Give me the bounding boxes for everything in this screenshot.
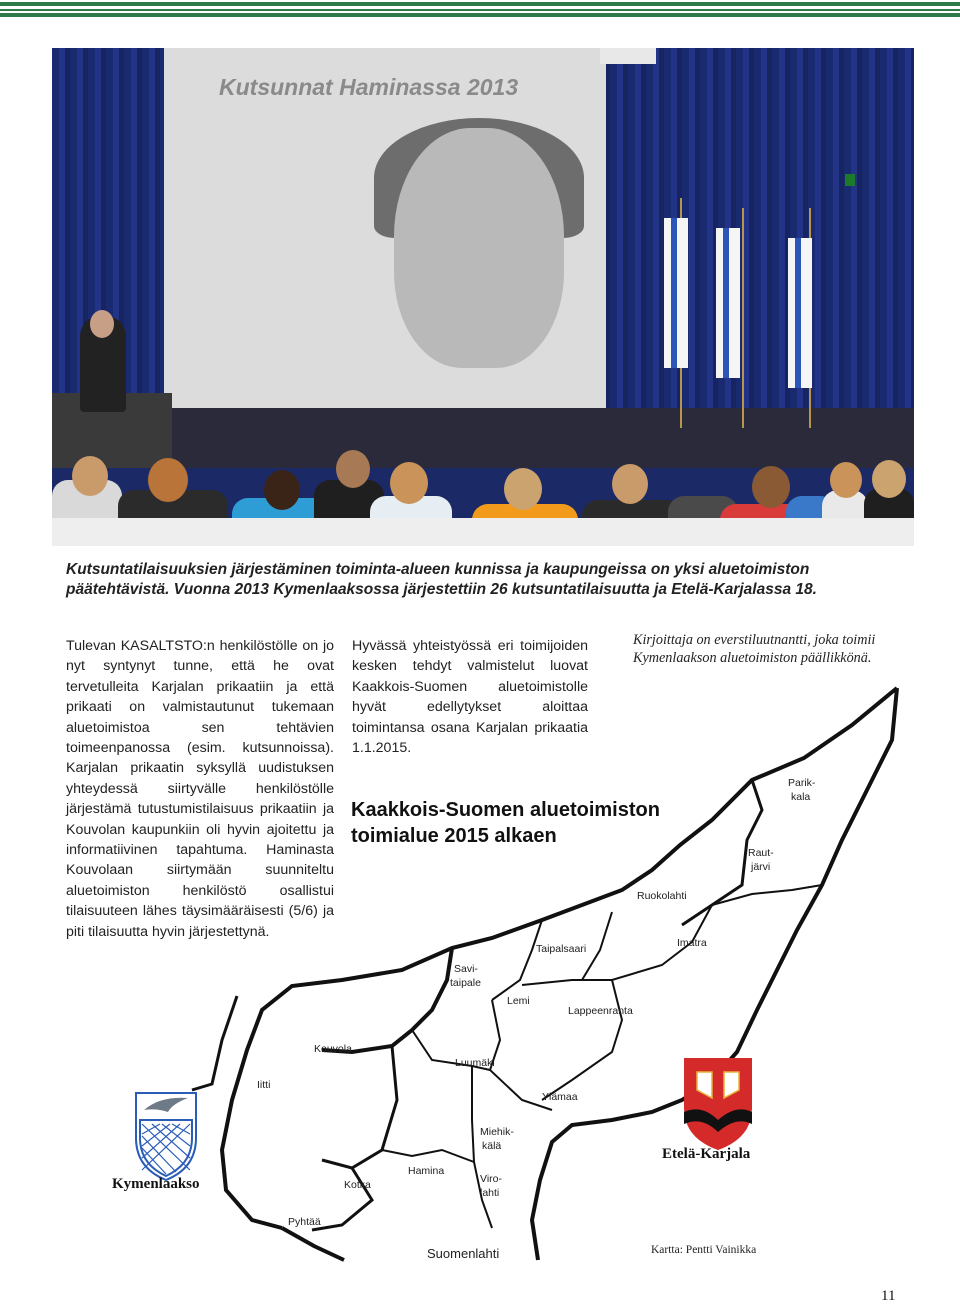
projector (600, 48, 656, 64)
author-note: Kirjoittaja on everstiluutnantti, joka toimii Kymenlaakson aluetoimiston päällikkönä. (633, 632, 876, 666)
finnish-flag-icon (664, 218, 688, 368)
event-photo (52, 48, 914, 546)
map-label-taipalsaari: Taipalsaari (536, 943, 587, 955)
map-label-rautjarvi-2: järvi (751, 861, 771, 873)
map-label-luumaki: Luumäki (455, 1057, 495, 1069)
map-label-savitaipale-1: Savi- (454, 963, 478, 975)
map-label-kouvola: Kouvola (314, 1043, 352, 1055)
header-rule (0, 0, 960, 20)
map-label-lappeenranta: Lappeenranta (568, 1005, 633, 1017)
article-column-1: Tulevan KASALTSTO:n henkilöstölle on jo nyt syntynyt tunne, että he ovat tervetulleita Karjalan prikaatiin ja että prikaati on valmistautunut tukemaan aluetoimistoa sen tehtävien toimeenpanossa (esim. kutsunnoissa). Karjalan prikaatin syksyllä uudistuksen yhteydessä siirtyvälle henkilöstölle järjestämä tutustumistilaisuus prikaatiin ja Kouvolan kaupunkiin oli hyvin ajoitettu ja informatiivinen tapahtuma. Haminasta Kouvolaan siirtymään suunniteltu aluetoimiston henkilöstö osallistui tilaisuuteen lähes täysimääräisesti (5/6) ja piti tilaisuutta hyvin järjestettynä. (66, 638, 334, 940)
article-column-2: Hyvässä yhteistyössä eri toimijoiden kesken tehdyt valmistelut luovat Kaakkois-Suomen aluetoimistolle hyvät edellytykset aloittaa toimintansa osana Karjalan prikaatia 1.1.2015. (352, 638, 588, 757)
map-label-pyhtaa: Pyhtää (288, 1216, 321, 1228)
region-label-etela-karjala: Etelä-Karjala (662, 1146, 751, 1162)
map-label-miehikkala-1: Miehik- (480, 1126, 514, 1138)
map-label-suomenlahti: Suomenlahti (427, 1246, 500, 1261)
map-label-miehikkala-2: kälä (482, 1140, 502, 1152)
map-title: Kaakkois-Suomen aluetoimiston toimialue 2015 alkaen (351, 799, 660, 847)
region-label-kymenlaakso: Kymenlaakso (112, 1176, 200, 1192)
map-label-virolahti-2: lahti (480, 1187, 500, 1199)
map-label-lemi: Lemi (507, 995, 530, 1007)
projection-screen (164, 48, 606, 410)
screen-title: Kutsunnat Haminassa 2013 (219, 74, 519, 100)
map-label-savitaipale-2: taipale (450, 977, 481, 989)
photo-caption: Kutsuntatilaisuuksien järjestäminen toiminta-alueen kunnissa ja kaupungeissa on yksi aluetoimiston päätehtävistä. Vuonna 2013 Kymenlaaksossa järjestettiin 26 kutsuntatilaisuutta ja Etelä-Karjalassa 18. (66, 561, 817, 598)
page-number: 11 (881, 1288, 896, 1304)
region-map (52, 680, 914, 1276)
map-label-ylamaa: Ylämaa (542, 1091, 578, 1103)
map-label-hamina: Hamina (408, 1165, 445, 1177)
map-label-parikkala-1: Parik- (788, 777, 816, 789)
map-label-ruokolahti: Ruokolahti (637, 890, 687, 902)
map-label-kotka: Kotka (344, 1179, 371, 1191)
exit-sign-icon (845, 174, 855, 186)
etela-karjala-coat-of-arms-icon (684, 1058, 752, 1150)
map-label-virolahti-1: Viro- (480, 1173, 502, 1185)
finnish-flag-icon (716, 228, 740, 378)
map-credit: Kartta: Pentti Vainikka (651, 1244, 757, 1256)
finnish-flag-icon (788, 238, 812, 388)
map-label-iitti: Iitti (257, 1079, 271, 1091)
map-label-rautjarvi-1: Raut- (748, 847, 774, 859)
map-label-imatra: Imatra (677, 937, 707, 949)
kymenlaakso-coat-of-arms-icon (136, 1093, 196, 1180)
map-label-parikkala-2: kala (791, 791, 811, 803)
